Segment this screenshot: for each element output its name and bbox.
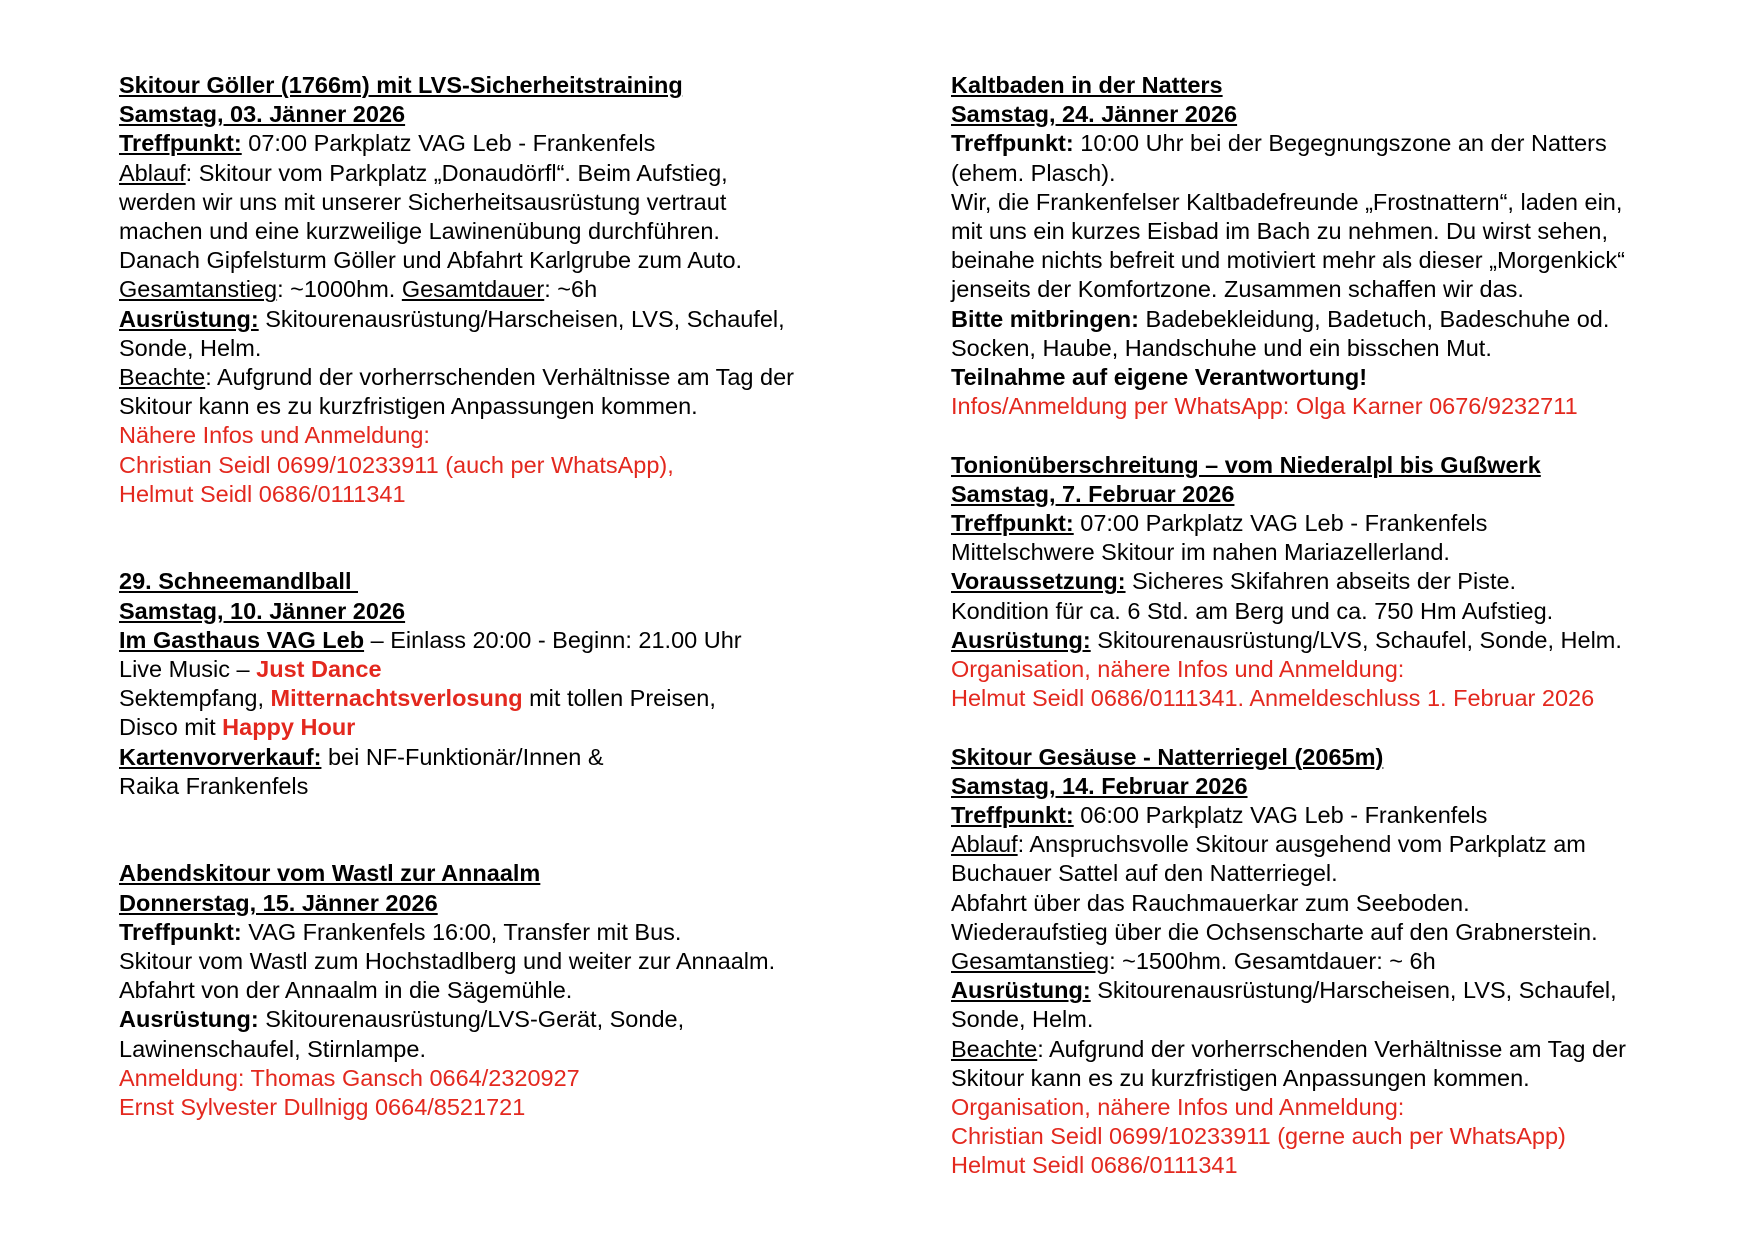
bring-text: Badebekleidung, Badetuch, Badeschuhe od. (1139, 305, 1610, 332)
music-text: Live Music – (119, 656, 257, 683)
meeting-point-label: Treffpunkt: (119, 918, 242, 945)
flow-line: machen und eine kurzweilige Lawinenübung durchführen. (119, 218, 720, 245)
contact-line: Helmut Seidl 0686/0111341 (951, 1152, 1238, 1179)
meeting-point (119, 129, 899, 158)
note-text: : Aufgrund der vorherrschenden Verhältnisse am Tag der (1037, 1035, 1626, 1062)
body-line: beinahe nichts befreit und motiviert mehr als dieser „Morgenkick“ (951, 247, 1625, 274)
requirement (951, 567, 1731, 596)
disco-text: Disco mit (119, 714, 223, 741)
flow-line: werden wir uns mit unserer Sicherheitsausrüstung vertraut (119, 188, 727, 215)
flow-text: : Anspruchsvolle Skitour ausgehend vom Parkplatz am (1017, 831, 1586, 858)
ascent-duration (119, 275, 899, 304)
event-date: Samstag, 7. Februar 2026 (951, 480, 1235, 507)
equipment-label: Ausrüstung: (951, 977, 1091, 1004)
flow-line: Buchauer Sattel auf den Natterriegel. (951, 860, 1338, 887)
meeting-point (119, 918, 899, 947)
contact-line: Organisation, nähere Infos und Anmeldung: (951, 656, 1405, 683)
event-abendskitour (119, 859, 899, 1122)
music-highlight: Just Dance (256, 656, 382, 683)
note (951, 1035, 1731, 1064)
flow-label: Ablauf (951, 831, 1018, 858)
ascent-text: : ~1500hm. Gesamtdauer: ~ 6h (1109, 948, 1436, 975)
body-line: Mittelschwere Skitour im nahen Mariazellerland. (951, 539, 1450, 566)
contact-line: Anmeldung: Thomas Gansch 0664/2320927 (119, 1064, 580, 1091)
duration-label: Gesamtdauer (401, 276, 545, 303)
body-line: Abfahrt von der Annaalm in die Sägemühle. (119, 977, 573, 1004)
flow-label: Ablauf (119, 159, 186, 186)
meeting-point-label: Treffpunkt: (951, 130, 1074, 157)
ascent-duration (951, 947, 1731, 976)
equipment (951, 976, 1731, 1005)
responsibility-note: Teilnahme auf eigene Verantwortung! (951, 364, 1368, 391)
meeting-point (951, 801, 1731, 830)
flow-line (951, 830, 1731, 859)
ascent-text: : ~1000hm. (277, 276, 402, 303)
flow-line: Abfahrt über das Rauchmauerkar zum Seeboden. (951, 889, 1470, 916)
presale-label: Kartenvorverkauf: (119, 743, 322, 770)
note-text: Skitour kann es zu kurzfristigen Anpassungen kommen. (119, 393, 698, 420)
disco (119, 713, 899, 742)
event-date: Samstag, 10. Jänner 2026 (119, 597, 406, 624)
left-column (119, 71, 899, 1122)
sekt-text: Sektempfang, (119, 685, 271, 712)
sekt-suffix: mit tollen Preisen, (522, 685, 716, 712)
event-tonion (951, 451, 1731, 714)
venue-label: Im Gasthaus VAG Leb (119, 626, 365, 653)
flow-line: Danach Gipfelsturm Göller und Abfahrt Karlgrube zum Auto. (119, 247, 743, 274)
flow-line: Wiederaufstieg über die Ochsenscharte auf den Grabnerstein. (951, 918, 1598, 945)
contact-line: Organisation, nähere Infos und Anmeldung: (951, 1094, 1405, 1121)
equipment-text: Skitourenausrüstung/LVS, Schaufel, Sonde, Helm. (1090, 626, 1622, 653)
meeting-point-label: Treffpunkt: (119, 130, 242, 157)
bring-text: Socken, Haube, Handschuhe und ein bisschen Mut. (951, 334, 1492, 361)
presale (119, 743, 899, 772)
body-line: jenseits der Komfortzone. Zusammen schaffen wir das. (951, 276, 1524, 303)
bring-items (951, 305, 1731, 334)
duration-text: : ~6h (544, 276, 598, 303)
equipment-label: Ausrüstung: (119, 305, 259, 332)
event-date: Donnerstag, 15. Jänner 2026 (119, 889, 438, 916)
flow-line (119, 159, 899, 188)
bring-label: Bitte mitbringen: (951, 305, 1139, 332)
contact-line: Helmut Seidl 0686/0111341 (119, 480, 406, 507)
event-title: Abendskitour vom Wastl zur Annaalm (119, 860, 541, 887)
event-schneemandlball (119, 567, 899, 801)
body-line: Skitour vom Wastl zum Hochstadlberg und weiter zur Annaalm. (119, 948, 776, 975)
ascent-label: Gesamtanstieg (951, 948, 1110, 975)
equipment-text: Skitourenausrüstung/Harscheisen, LVS, Schaufel, (1090, 977, 1617, 1004)
body-line: mit uns ein kurzes Eisbad im Bach zu nehmen. Du wirst sehen, (951, 218, 1608, 245)
venue-text: – Einlass 20:00 - Beginn: 21.00 Uhr (364, 626, 742, 653)
note-label: Beachte (119, 364, 206, 391)
note-label: Beachte (951, 1035, 1038, 1062)
equipment-text: Sonde, Helm. (119, 334, 262, 361)
contact-line: Helmut Seidl 0686/0111341. Anmeldeschluss 1. Februar 2026 (951, 685, 1595, 712)
contact-line: Infos/Anmeldung per WhatsApp: Olga Karner 0676/9232711 (951, 393, 1578, 420)
event-title: Skitour Göller (1766m) mit LVS-Sicherheitstraining (119, 72, 683, 98)
note-text: : Aufgrund der vorherrschenden Verhältnisse am Tag der (205, 364, 794, 391)
presale-text: bei NF-Funktionär/Innen & (321, 743, 604, 770)
ascent-label: Gesamtanstieg (119, 276, 278, 303)
event-title: Skitour Gesäuse - Natterriegel (2065m) (951, 743, 1384, 770)
meeting-point (951, 509, 1731, 538)
event-title: 29. Schneemandlball (119, 568, 359, 595)
equipment-label: Ausrüstung: (951, 626, 1091, 653)
meeting-point-text: (ehem. Plasch). (951, 159, 1116, 186)
requirement-label: Voraussetzung: (951, 568, 1126, 595)
right-column (951, 71, 1731, 1181)
event-date: Samstag, 03. Jänner 2026 (119, 101, 406, 128)
meeting-point-text: VAG Frankenfels 16:00, Transfer mit Bus. (241, 918, 682, 945)
meeting-point-text: 10:00 Uhr bei der Begegnungszone an der Natters (1073, 130, 1607, 157)
sekt-highlight: Mitternachtsverlosung (270, 685, 523, 712)
equipment-text: Skitourenausrüstung/Harscheisen, LVS, Schaufel, (258, 305, 785, 332)
event-date: Samstag, 14. Februar 2026 (951, 772, 1248, 799)
equipment-label: Ausrüstung: (119, 1006, 259, 1033)
equipment (119, 305, 899, 334)
equipment (119, 1005, 899, 1034)
meeting-point (951, 129, 1731, 158)
disco-highlight: Happy Hour (222, 714, 356, 741)
venue (119, 626, 899, 655)
requirement-text: Sicheres Skifahren abseits der Piste. (1125, 568, 1517, 595)
presale-line: Raika Frankenfels (119, 772, 309, 799)
equipment-text: Lawinenschaufel, Stirnlampe. (119, 1035, 426, 1062)
meeting-point-text: 07:00 Parkplatz VAG Leb - Frankenfels (1073, 510, 1488, 537)
body-line: Wir, die Frankenfelser Kaltbadefreunde „Frostnattern“, laden ein, (951, 188, 1623, 215)
note-text: Skitour kann es zu kurzfristigen Anpassungen kommen. (951, 1064, 1530, 1091)
contact-line: Ernst Sylvester Dullnigg 0664/8521721 (119, 1094, 526, 1121)
meeting-point-text: 06:00 Parkplatz VAG Leb - Frankenfels (1073, 802, 1488, 829)
equipment-text: Sonde, Helm. (951, 1006, 1094, 1033)
meeting-point-label: Treffpunkt: (951, 802, 1074, 829)
sektempfang (119, 684, 899, 713)
contact-line: Nähere Infos und Anmeldung: (119, 422, 430, 449)
event-title: Kaltbaden in der Natters (951, 72, 1223, 98)
contact-line: Christian Seidl 0699/10233911 (gerne auch per WhatsApp) (951, 1123, 1566, 1150)
event-date: Samstag, 24. Jänner 2026 (951, 101, 1238, 128)
equipment (951, 626, 1731, 655)
meeting-point-label: Treffpunkt: (951, 510, 1074, 537)
flow-text: : Skitour vom Parkplatz „Donaudörfl“. Beim Aufstieg, (185, 159, 728, 186)
note (119, 363, 899, 392)
meeting-point-text: 07:00 Parkplatz VAG Leb - Frankenfels (241, 130, 656, 157)
event-goeller-skitour (119, 71, 899, 509)
event-natterriegel (951, 743, 1731, 1181)
requirement-text: Kondition für ca. 6 Std. am Berg und ca. 750 Hm Aufstieg. (951, 597, 1554, 624)
equipment-text: Skitourenausrüstung/LVS-Gerät, Sonde, (258, 1006, 685, 1033)
event-kaltbaden (951, 71, 1731, 421)
live-music (119, 655, 899, 684)
event-title: Tonionüberschreitung – vom Niederalpl bis Gußwerk (951, 451, 1541, 478)
contact-line: Christian Seidl 0699/10233911 (auch per WhatsApp), (119, 451, 674, 478)
